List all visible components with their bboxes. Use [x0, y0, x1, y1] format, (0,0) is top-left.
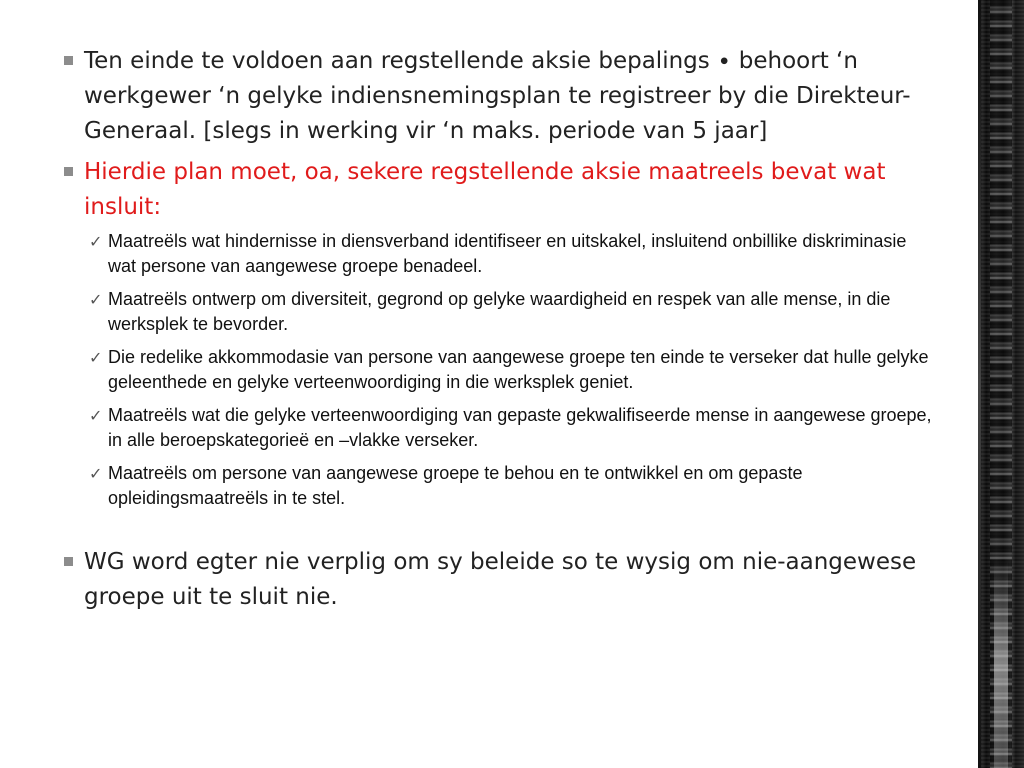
sub-item-3-text: Die redelike akkommodasie van persone van aangewese groepe ten einde te verseker dat hulle gelyke geleenthede en gelyke verteenwoordiging in die werksplek geniet. [108, 347, 929, 392]
checkmark-icon: ✓ [89, 290, 103, 309]
bullet-2 [62, 155, 932, 225]
sub-item-5-text: Maatreëls om persone van aangewese groepe te behou en te ontwikkel en om gepaste opleidingsmaatreëls in te stel. [108, 463, 803, 508]
sub-item-4 [62, 403, 932, 453]
decorative-sidebar [978, 0, 1024, 768]
sidebar-edge [978, 0, 981, 768]
bullet-1-text: Ten einde te voldoen aan regstellende aksie bepalings ∙ behoort ‘n werkgewer ‘n gelyke indiensnemingsplan te registreer by die Direkteur-Generaal. [slegs in werking vir ‘n maks. periode van 5 jaar] [84, 48, 911, 144]
checkmark-icon: ✓ [89, 348, 103, 367]
slide-content [62, 44, 932, 615]
square-bullet-icon [64, 167, 73, 176]
square-bullet-icon [64, 56, 73, 65]
checkmark-icon: ✓ [89, 232, 103, 251]
checkmark-icon: ✓ [89, 406, 103, 425]
bullet-3 [62, 545, 932, 615]
checkmark-icon: ✓ [89, 464, 103, 483]
sub-item-3 [62, 345, 932, 395]
sub-item-2-text: Maatreëls ontwerp om diversiteit, gegrond op gelyke waardigheid en respek van alle mense, in die werksplek te bevorder. [108, 289, 891, 334]
sub-item-4-text: Maatreëls wat die gelyke verteenwoordiging van gepaste gekwalifiseerde mense in aangewese groepe, in alle beroepskategorieë en –vlakke verseker. [108, 405, 932, 450]
sub-item-2 [62, 287, 932, 337]
sub-item-5 [62, 461, 932, 511]
sub-item-1-text: Maatreëls wat hindernisse in diensverband identifiseer en uitskakel, insluitend onbillike diskriminasie wat persone van aangewese groepe benadeel. [108, 231, 907, 276]
bullet-3-text: WG word egter nie verplig om sy beleide so te wysig om nie-aangewese groepe uit te sluit nie. [84, 549, 917, 610]
sidebar-glow [994, 560, 1008, 768]
bullet-1 [62, 44, 932, 149]
sub-item-1 [62, 229, 932, 279]
bullet-2-text: Hierdie plan moet, oa, sekere regstellende aksie maatreels bevat wat insluit: [84, 159, 886, 220]
square-bullet-icon [64, 557, 73, 566]
